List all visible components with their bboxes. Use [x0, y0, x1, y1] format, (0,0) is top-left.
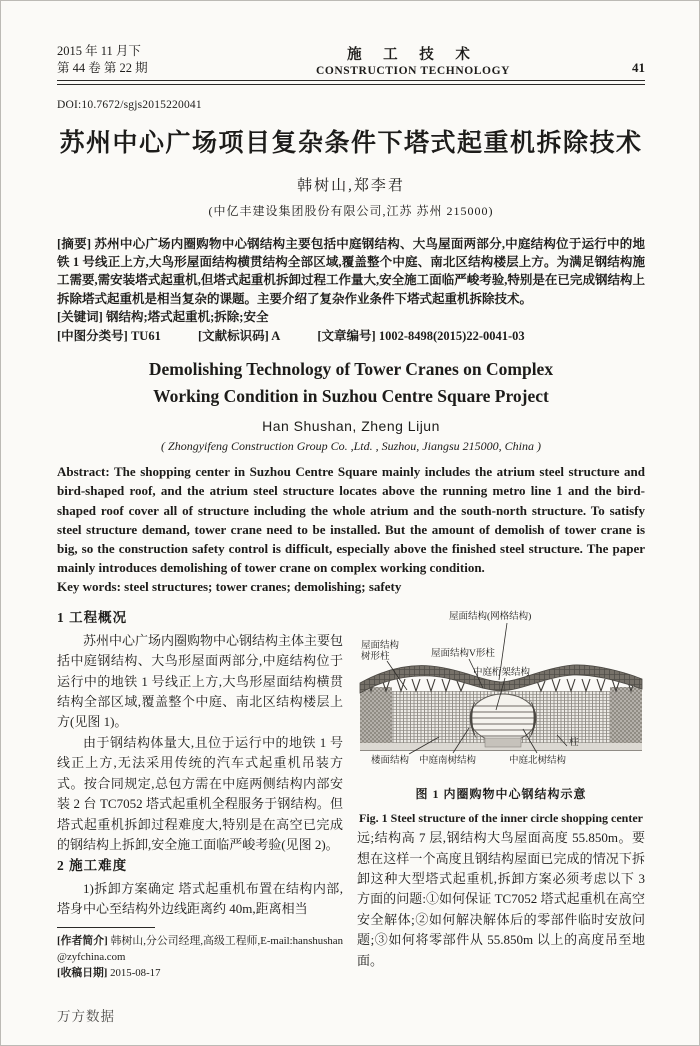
abstract-en [57, 462, 645, 577]
figure-caption-en: Fig. 1 Steel structure of the inner circle shopping center [359, 810, 643, 825]
author-bio-line: [作者简介] 韩树山,分公司经理,高级工程师,E-mail:hanshushan@zyfchina.com [57, 934, 343, 963]
wanfang-watermark: 万方数据 [57, 1009, 115, 1024]
right-column [357, 607, 645, 981]
keywords-en-text: steel structures; tower cranes; demolishing; safety [124, 579, 402, 595]
figure-1-image [357, 607, 645, 779]
article-title-cn: 苏州中心广场项目复杂条件下塔式起重机拆除技术 [59, 130, 643, 157]
section-2-paragraph-1: 1)拆卸方案确定 塔式起重机布置在结构内部,塔身中心至结构外边线距离约 40m,距离相当 [57, 880, 343, 917]
authors-cn: 韩树山,郑李君 [297, 178, 405, 194]
classification-line [57, 327, 645, 345]
left-edge-structure [360, 687, 392, 743]
label-roof-tree-1: 屋面结构 [361, 641, 400, 652]
clc-item: [中图分类号] TU61 [57, 329, 161, 344]
journal-title-block [227, 43, 599, 77]
abstract-cn-text: 苏州中心广场内圈购物中心钢结构主要包括中庭钢结构、大鸟屋面两部分,中庭结构位于运行中的地铁 1 号线正上方,大鸟形屋面结构横贯结构全部区域,覆盖整个中庭、南北区结构楼层上方。为满足钢结构施工需要,需安装塔式起重机,但塔式起重机拆卸过程工作量大,安全施工面临严峻考验,特别是在已完成钢结构上拆除塔式起重机是相当复杂的课题。主要介绍了复杂作业条件下塔式起重机拆除技术。 [57, 237, 645, 306]
left-column [57, 607, 343, 981]
doi: DOI:10.7672/sgjs2015220041 [57, 99, 202, 111]
header-volume-issue: 第 44 卷 第 22 期 [57, 61, 148, 75]
received-date-line: [收稿日期] 2015-08-17 [57, 966, 161, 979]
figure-caption-cn: 图 1 内圈购物中心钢结构示意 [415, 787, 587, 802]
section-1-paragraph-1: 苏州中心广场内圈购物中心钢结构主体主要包括中庭钢结构、大鸟形屋面两部分,中庭结构位于运行中的地铁 1 号线正上方,大鸟形屋面结构横贯结构全部区域,覆盖整个中庭、南北区结构楼层上方(见图 1)。 [57, 632, 344, 730]
doc-code-item: [文献标识码] A [197, 329, 281, 344]
label-floor: 楼面结构 [371, 756, 410, 767]
keywords-cn [57, 308, 645, 326]
section-2-paragraph-continued: 远;结构高 7 层,钢结构大鸟屋面高度 55.850m。要想在这样一个高度且钢结构屋面已完成的情况下拆卸这种大型塔式起重机,拆卸方案必须考虑以下 3 方面的问题:①如何保证 TC7052 塔式起重机在高空安全解体;②如何解决解体后的零部件临时安放问题;③如何将零部件从 55.850m 以上的高度吊至地面。 [357, 830, 645, 968]
affiliation-en: ( Zhongyifeng Construction Group Co. ,Ltd. , Suzhou, Jiangsu 215000, China ) [161, 439, 541, 454]
author-footnote [57, 927, 343, 982]
center-pedestal [485, 738, 521, 747]
right-edge-structure [610, 687, 642, 743]
article-title-en: Demolishing Technology of Tower Cranes on Complex Working Condition in Suzhou Centre Square Project [148, 359, 554, 407]
label-atrium-truss: 中庭桁架结构 [473, 668, 531, 679]
section-1-paragraph-2: 由于钢结构体量大,且位于运行中的地铁 1 号线正上方,无法采用传统的汽车式起重机吊装方式。按合同规定,总包方需在中庭两侧结构内部安装 2 台 TC7052 塔式起重机全程服务于钢结构。但塔式起重机拆卸过程难度大,特别是在高空已完成的钢结构上拆卸,安全施工面临严峻考验(见图 2)。 [57, 734, 343, 852]
journal-title-en: CONSTRUCTION TECHNOLOGY [315, 65, 511, 77]
affiliation-cn: (中亿丰建设集团股份有限公司,江苏 苏州 215000) [208, 204, 494, 218]
section-2-heading: 2 施工难度 [57, 858, 128, 874]
label-north-tree: 中庭北树结构 [509, 756, 567, 767]
authors-en: Han Shushan, Zheng Lijun [262, 418, 440, 435]
header-issue-block [57, 43, 227, 77]
figure-1 [357, 607, 645, 828]
header-double-rule [57, 80, 645, 85]
section-1-heading: 1 工程概况 [57, 610, 128, 626]
label-column: 柱 [569, 738, 579, 749]
journal-title-cn: 施 工 技 术 [347, 47, 479, 63]
label-south-tree: 中庭南树结构 [419, 756, 477, 767]
keywords-cn-text: 钢结构;塔式起重机;拆除;安全 [105, 309, 269, 324]
header-date: 2015 年 11 月下 [57, 44, 141, 58]
abstract-cn-label: [摘要] [57, 237, 92, 251]
journal-header [57, 43, 645, 77]
abstract-en-label: Abstract: [57, 464, 110, 480]
abstract-en-text: The shopping center in Suzhou Centre Square mainly includes the atrium steel structure and bird-shaped roof, and the atrium steel structure locates above the running metro line 1 and the bird-shaped roof cover all of structure including the whole atrium and the south-north structure. To satisfy steel structure demand, tower crane need to be installed. But the amount of demolish of tower crane is big, so the construction safety control is difficult, especially above the finished steel structure. The paper mainly introduces demolishing of tower crane on complex working condition. [57, 464, 645, 576]
label-roof-grid: 屋面结构(网格结构) [449, 612, 532, 623]
page-number: 41 [632, 60, 645, 75]
keywords-en-label: Key words: [57, 579, 121, 595]
keywords-en [57, 577, 645, 597]
label-roof-v: 屋面结构V形柱 [431, 649, 495, 660]
keywords-cn-label: [关键词] [57, 309, 103, 324]
abstract-cn [57, 235, 645, 308]
label-roof-tree-2: 树形柱 [361, 652, 390, 663]
article-id-item: [文章编号] 1002-8498(2015)22-0041-03 [317, 329, 525, 344]
footnote-rule [57, 927, 155, 928]
